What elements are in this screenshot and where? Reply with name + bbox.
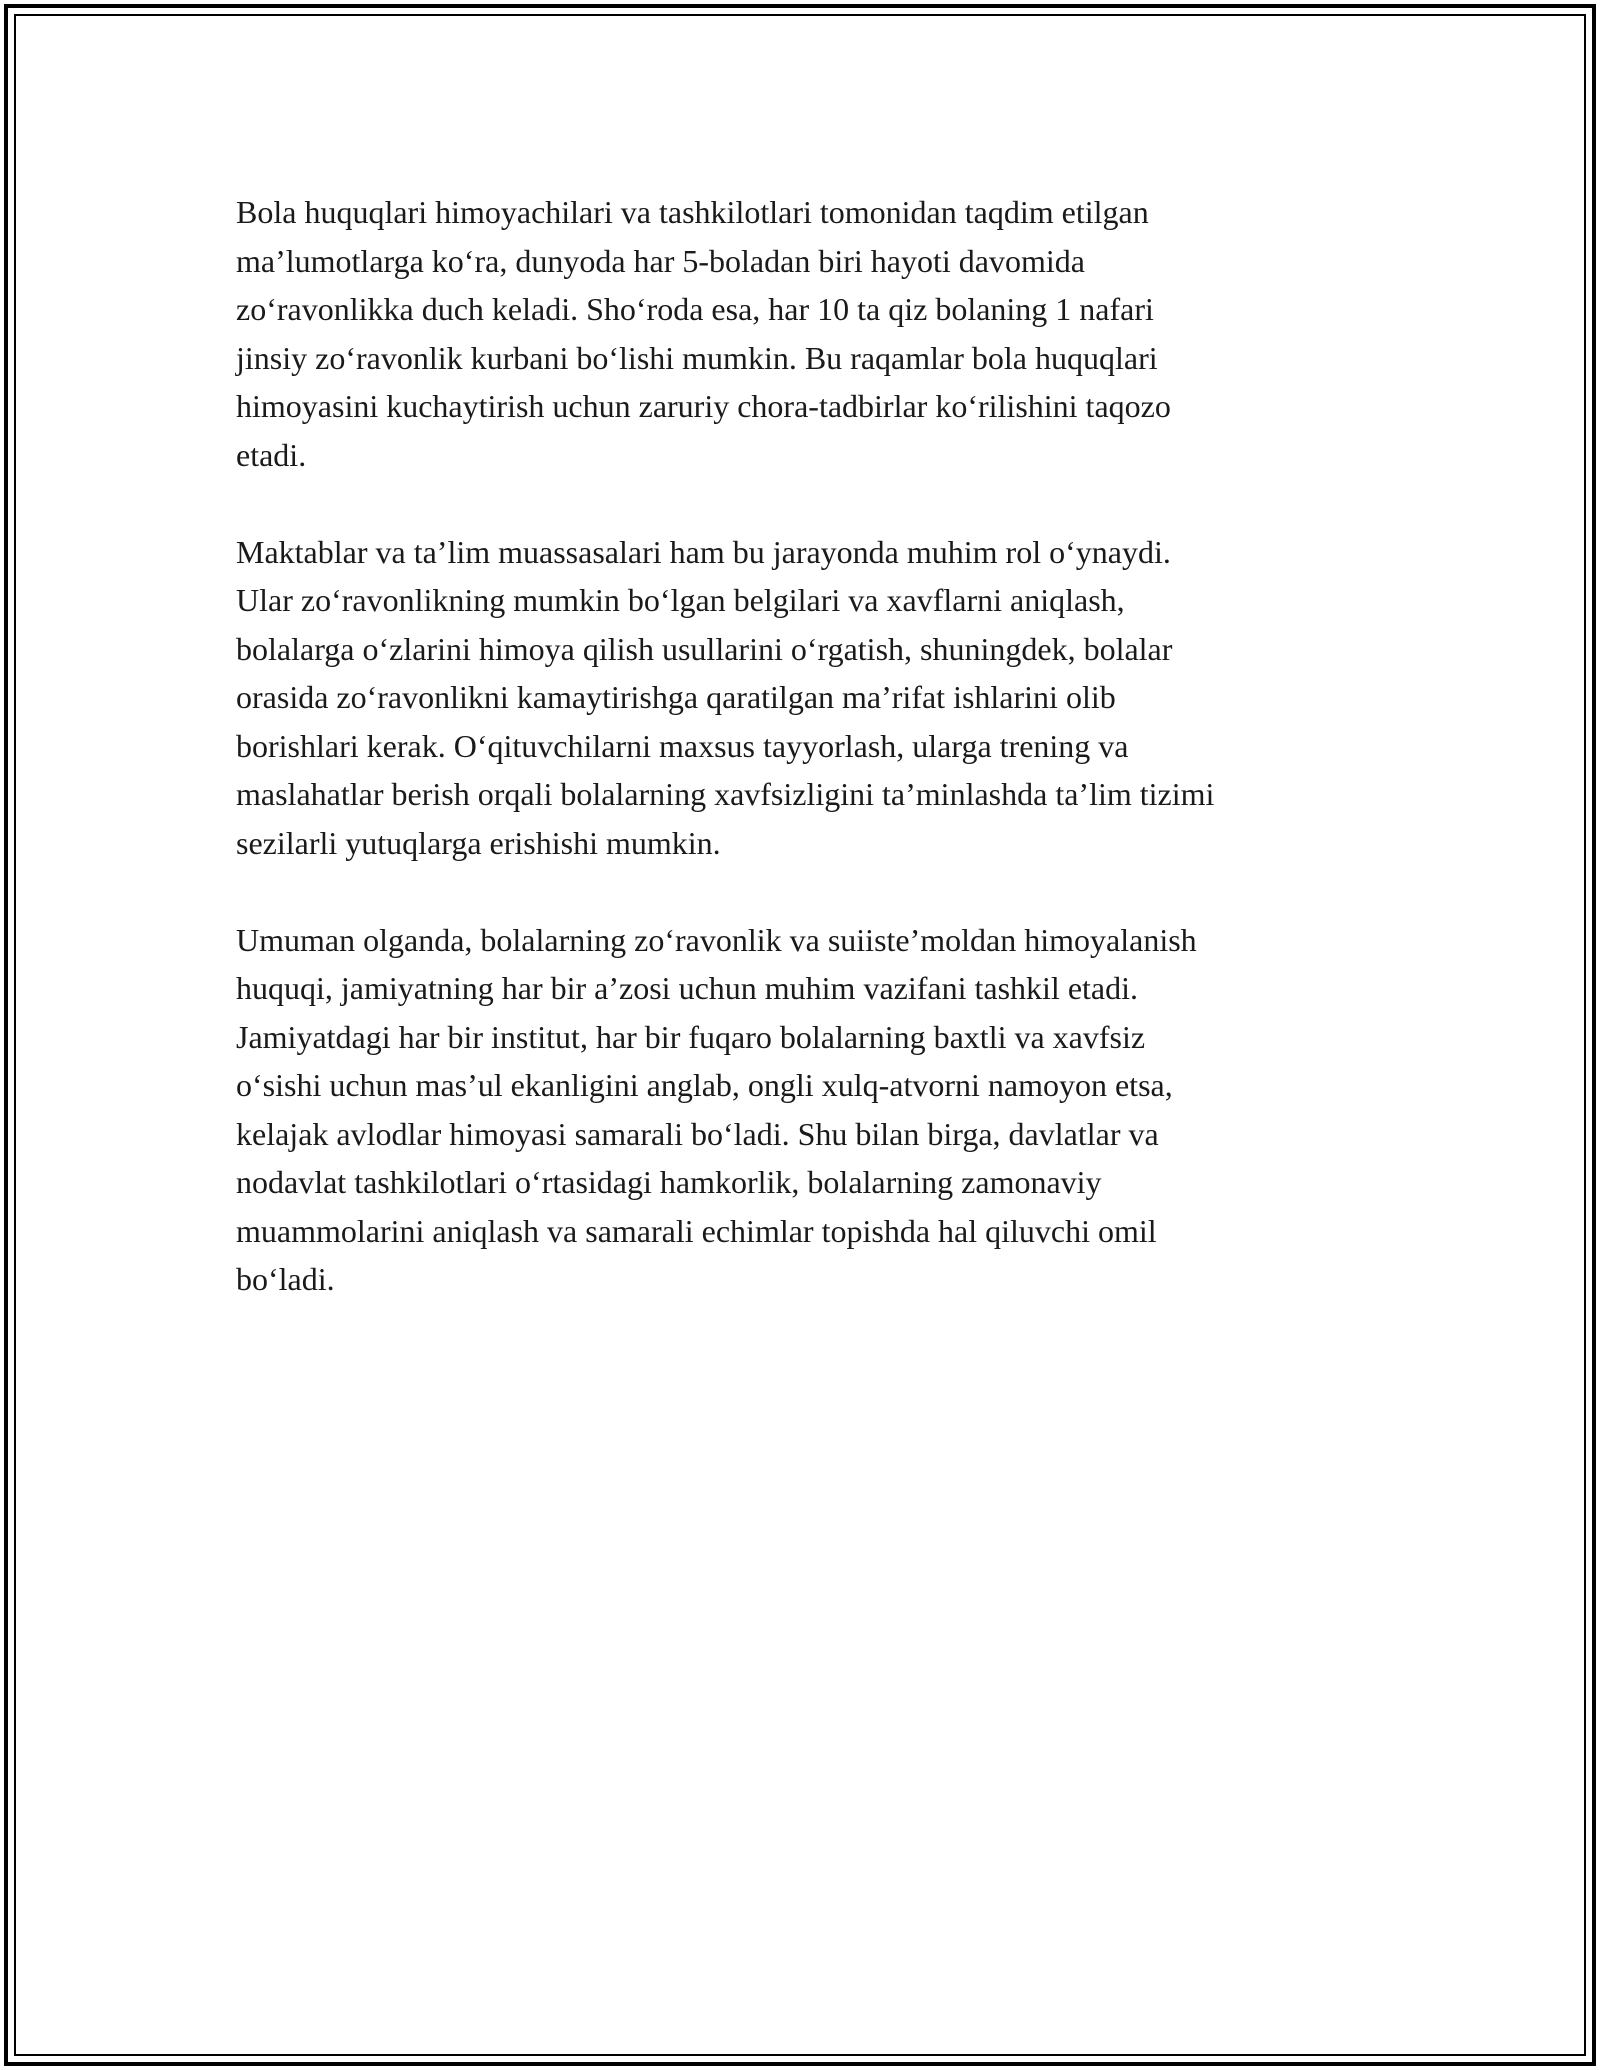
paragraph-conclusion: Umuman olganda, bolalarning zo‘ravonlik va suiiste’moldan himoyalanish huquqi, jamiyatning har bir a’zosi uchun muhim vazifani tashkil etadi. Jamiyatdagi har bir institut, har bir fuqaro bolalarning baxtli va xavfsiz o‘sishi uchun mas’ul ekanligini anglab, ongli xulq-atvorni namoyon etsa, kelajak avlodlar himoyasi samarali bo‘ladi. Shu bilan birga, davlatlar va nodavlat tashkilotlari o‘rtasidagi hamkorlik, bolalarning zamonaviy muammolarini aniqlash va samarali echimlar topishda hal qiluvchi omil bo‘ladi. <box>236 921 1197 1297</box>
paragraph-child-abuse-statistics: Bola huquqlari himoyachilari va tashkilotlari tomonidan taqdim etilgan ma’lumotlarga ko‘ra, dunyoda har 5-boladan biri hayoti davomida zo‘ravonlikka duch keladi. Sho‘roda esa, har 10 ta qiz bolaning 1 nafari jinsiy zo‘ravonlik kurbani bo‘lishi mumkin. Bu raqamlar bola huquqlari himoyasini kuchaytirish uchun zaruriy chora-tadbirlar ko‘rilishini taqozo etadi. <box>236 194 1171 473</box>
paragraph-schools-role: Maktablar va ta’lim muassasalari ham bu jarayonda muhim rol o‘ynaydi. Ular zo‘ravonlikning mumkin bo‘lgan belgilari va xavflarni aniqlash, bolalarga o‘zlarini himoya qilish usullarini o‘rgatish, shuningdek, bolalar orasida zo‘ravonlikni kamaytirishga qaratilgan ma’rifat ishlarini olib borishlari kerak. O‘qituvchilarni maxsus tayyorlash, ularga trening va maslahatlar berish orqali bolalarning xavfsizligini ta’minlashda ta’lim tizimi sezilarli yutuqlarga erishishi mumkin. <box>236 533 1215 861</box>
document-body <box>236 188 1360 1352</box>
